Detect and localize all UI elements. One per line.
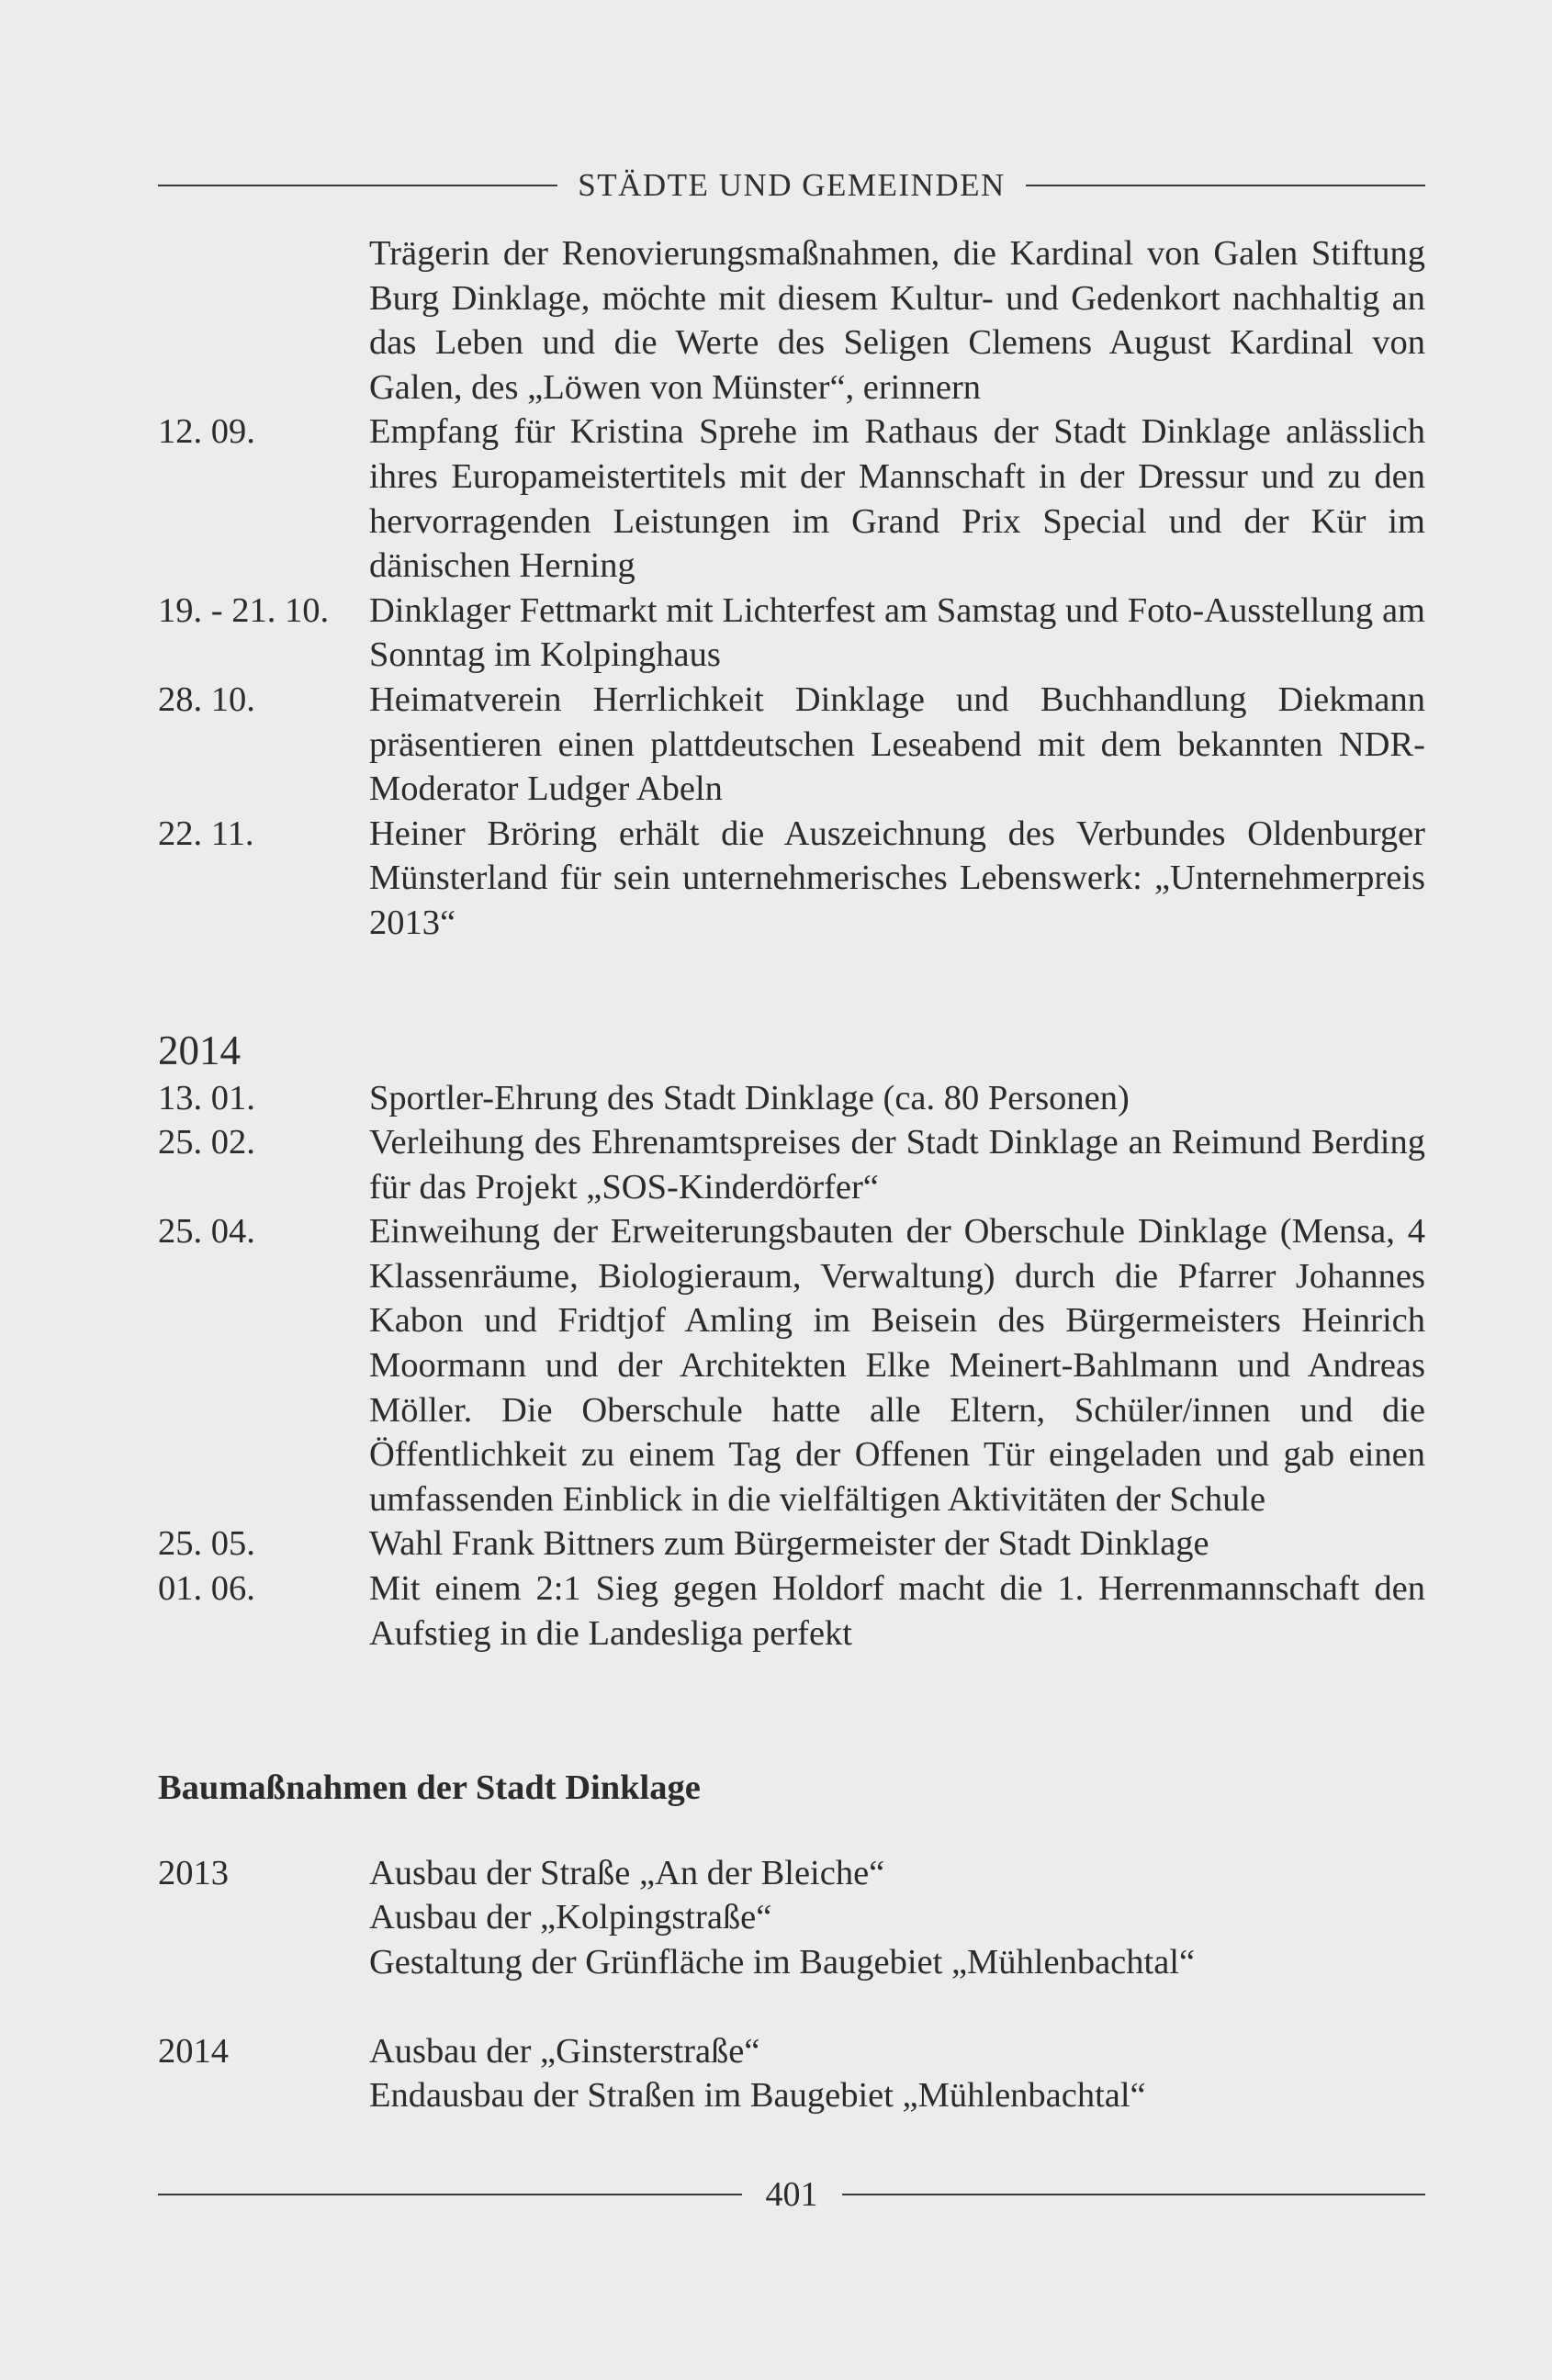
entry-date [158,231,369,410]
chronicle-entry [158,1566,1425,1656]
chronicle-entry [158,410,1425,588]
entry-text: Mit einem 2:1 Sieg gegen Holdorf macht die 1. Herrenmannschaft den Aufstieg in die Landesliga perfekt [369,1569,1425,1653]
chronicle-entry [158,1076,1425,1121]
section-heading: Baumaßnahmen der Stadt Dinklage [158,1768,701,1808]
entry-text: Heimatverein Herrlichkeit Dinklage und Buchhandlung Diekmann präsentieren einen plattdeutschen Leseabend mit dem bekannten NDR-Moderator Ludger Abeln [369,679,1425,809]
spacer [158,1811,1425,1851]
entry-date: 01. 06. [158,1569,255,1609]
construction-line: Ausbau der „Kolpingstraße“ [369,1898,772,1937]
entry-text: Sportler-Ehrung des Stadt Dinklage (ca. 80 Personen) [369,1078,1130,1117]
entry-date: 28. 10. [158,679,255,719]
page-number: 401 [765,2175,818,2214]
page-content [158,231,1425,2118]
construction-line: Endausbau der Straßen im Baugebiet „Mühlenbachtal“ [369,2076,1146,2116]
spacer [158,1656,1425,1766]
header-rule-left [158,185,557,186]
construction-lines [369,1851,1425,1985]
chronicle-entry [158,1209,1425,1521]
entry-text: Wahl Frank Bittners zum Bürgermeister der Stadt Dinklage [369,1524,1209,1564]
chronicle-entry [158,589,1425,678]
running-header [158,167,1425,204]
construction-entry [158,1851,1425,1985]
entry-date: 25. 02. [158,1123,255,1162]
chronicle-entry [158,1521,1425,1566]
entry-text: Heiner Bröring erhält die Auszeichnung des Verbundes Oldenburger Münsterland für sein unternehmerisches Lebenswerk: „Unternehmerpreis 2013“ [369,814,1425,942]
spacer [158,1985,1425,2029]
entry-text: Einweihung der Erweiterungsbauten der Oberschule Dinklage (Mensa, 4 Klassenräume, Biologieraum, Verwaltung) durch die Pfarrer Johannes Kabon und Fridtjof Amling im Beisein des Bürgermeisters Heinrich Moormann und der Architekten Elke Meinert-Bahlmann und Andreas Möller. Die Oberschule hatte alle Eltern, Schüler/innen und die Öffentlichkeit zu einem Tag der Offenen Tür eingeladen und gab einen umfassenden Einblick in die vielfältigen Aktivitäten der Schule [369,1212,1425,1519]
entry-date: 25. 04. [158,1212,255,1252]
construction-year: 2013 [158,1853,229,1892]
construction-line: Ausbau der „Ginsterstraße“ [369,2031,760,2071]
chronicle-entry [158,231,1425,410]
page-footer [158,2174,1425,2215]
footer-rule-right [842,2194,1426,2195]
entry-text: Trägerin der Renovierungsmaßnahmen, die Kardinal von Galen Stiftung Burg Dinklage, möchte mit diesem Kultur- und Gedenkort nachhaltig an das Leben und die Werte des Seligen Clemens August Kardinal von Galen, des „Löwen von Münster“, erinnern [369,234,1425,407]
chronicle-entry [158,1120,1425,1209]
footer-rule-left [158,2194,742,2195]
spacer [158,946,1425,1027]
year-heading: 2014 [158,1027,241,1073]
construction-line: Gestaltung der Grünfläche im Baugebiet „Mühlenbachtal“ [369,1943,1196,1981]
entry-date: 19. - 21. 10. [158,590,330,630]
construction-year: 2014 [158,2031,229,2071]
construction-entry [158,2029,1425,2118]
entry-date: 12. 09. [158,412,255,452]
header-rule-right [1026,185,1425,186]
running-header-title: STÄDTE UND GEMEINDEN [578,167,1006,203]
chronicle-entry [158,812,1425,946]
chronicle-entry [158,678,1425,812]
entry-text: Verleihung des Ehrenamtspreises der Stadt Dinklage an Reimund Berding für das Projekt „SOS-Kinderdörfer“ [369,1123,1425,1207]
construction-line: Ausbau der Straße „An der Bleiche“ [369,1853,885,1892]
construction-lines [369,2029,1425,2118]
entry-date: 25. 05. [158,1524,255,1564]
entry-date: 22. 11. [158,814,254,853]
entry-text: Dinklager Fettmarkt mit Lichterfest am Samstag und Foto-Ausstellung am Sonntag im Kolpinghaus [369,590,1425,675]
entry-date: 13. 01. [158,1078,255,1117]
entry-text: Empfang für Kristina Sprehe im Rathaus der Stadt Dinklage anlässlich ihres Europameistertitels mit der Mannschaft in der Dressur und zu den hervorragenden Leistungen im Grand Prix Special und der Kür im dänischen Herning [369,412,1425,586]
